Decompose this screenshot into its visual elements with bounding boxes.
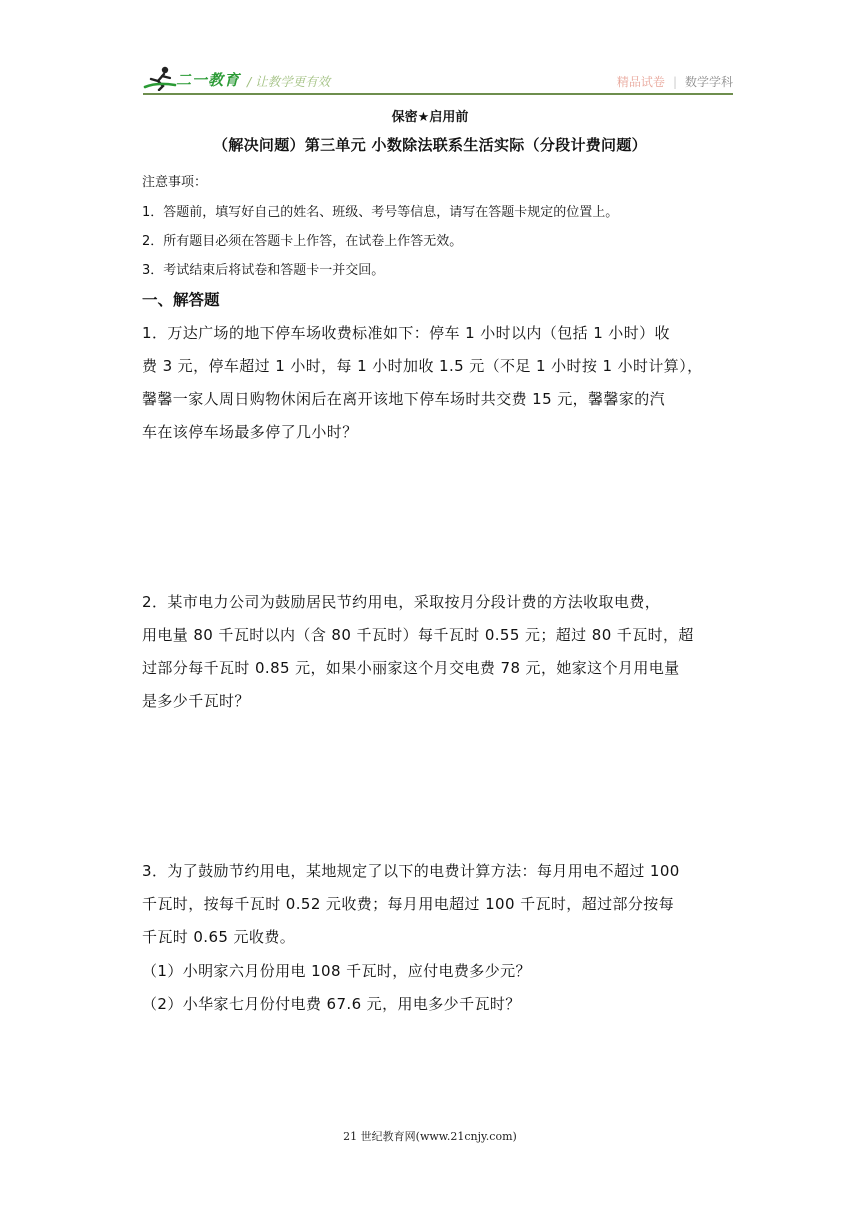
logo-slogan: / 让教学更有效 bbox=[247, 74, 331, 89]
question-3-line: 3．为了鼓励节约用电，某地规定了以下的电费计算方法：每月用电不超过 100 bbox=[142, 862, 680, 880]
question-3-subquestion: （2）小华家七月份付电费 67.6 元，用电多少千瓦时？ bbox=[142, 995, 521, 1013]
confidential-mark: 保密★启用前 bbox=[391, 110, 469, 125]
header-subject: 数学学科 bbox=[684, 75, 733, 89]
header-divider bbox=[143, 93, 733, 95]
question-3-subquestion: （1）小明家六月份用电 108 千瓦时，应付电费多少元？ bbox=[142, 962, 531, 980]
running-figure-logo-icon bbox=[143, 65, 177, 91]
question-2-line: 是多少千瓦时？ bbox=[142, 692, 250, 710]
page-title: （解决问题）第三单元 小数除法联系生活实际（分段计费问题） bbox=[213, 136, 647, 154]
logo-name: 二一教育 bbox=[176, 71, 241, 89]
question-1-line: 1．万达广场的地下停车场收费标准如下：停车 1 小时以内（包括 1 小时）收 bbox=[142, 324, 670, 342]
question-3-line: 千瓦时 0.65 元收费。 bbox=[142, 928, 296, 946]
question-3-line: 千瓦时，按每千瓦时 0.52 元收费；每月用电超过 100 千瓦时，超过部分按每 bbox=[142, 895, 675, 913]
header-category: 精品试卷 bbox=[616, 75, 665, 89]
page-header bbox=[143, 62, 733, 98]
question-2-line: 2．某市电力公司为鼓励居民节约用电，采取按月分段计费的方法收取电费， bbox=[142, 593, 661, 611]
notice-item: 2．所有题目必须在答题卡上作答，在试卷上作答无效。 bbox=[142, 234, 463, 249]
notice-item: 3．考试结束后将试卷和答题卡一并交回。 bbox=[142, 263, 385, 278]
question-1-line: 费 3 元，停车超过 1 小时，每 1 小时加收 1.5 元（不足 1 小时按 1 小时计算）， bbox=[142, 357, 703, 375]
question-1-line: 馨馨一家人周日购物休闲后在离开该地下停车场时共交费 15 元，馨馨家的汽 bbox=[142, 390, 666, 408]
question-2-line: 用电量 80 千瓦时以内（含 80 千瓦时）每千瓦时 0.55 元；超过 80 千瓦时，超 bbox=[142, 626, 694, 644]
question-1-line: 车在该停车场最多停了几小时？ bbox=[142, 423, 358, 441]
notice-item: 1．答题前，填写好自己的姓名、班级、考号等信息，请写在答题卡规定的位置上。 bbox=[142, 205, 619, 220]
header-subject-label bbox=[617, 73, 733, 90]
section-heading: 一、解答题 bbox=[142, 291, 220, 309]
header-separator: | bbox=[672, 75, 677, 89]
question-2-line: 过部分每千瓦时 0.85 元，如果小丽家这个月交电费 78 元，她家这个月用电量 bbox=[142, 659, 680, 677]
notice-heading: 注意事项： bbox=[142, 175, 208, 190]
page-footer: 21 世纪教育网(www.21cnjy.com) bbox=[343, 1130, 517, 1143]
